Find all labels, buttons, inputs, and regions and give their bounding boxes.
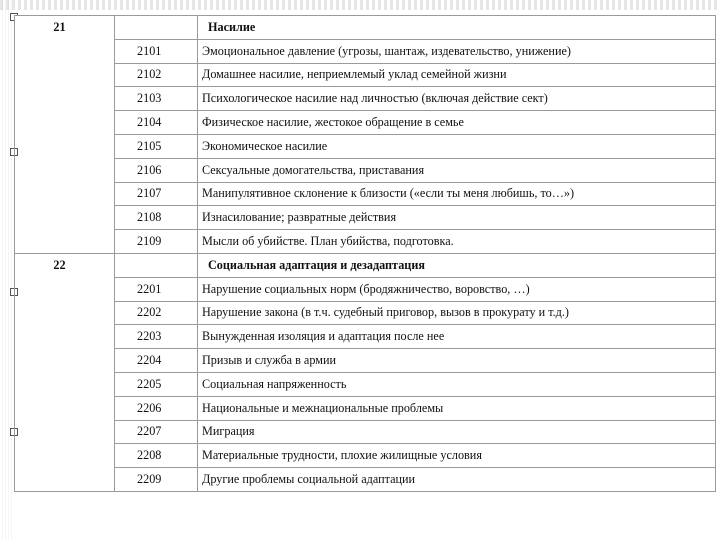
- section-group-cell: [15, 468, 115, 492]
- section-title: Социальная адаптация и дезадаптация: [208, 257, 425, 272]
- section-group-cell: [15, 372, 115, 396]
- code-cell: 2202: [115, 301, 198, 325]
- code-cell: 2205: [115, 372, 198, 396]
- section-header-row: [15, 253, 716, 277]
- description-cell: Экономическое насилие: [198, 134, 716, 158]
- left-pattern-band: [0, 0, 14, 540]
- description-cell: Изнасилование; развратные действия: [198, 206, 716, 230]
- code-cell: 2106: [115, 158, 198, 182]
- code-cell: 2102: [115, 63, 198, 87]
- description-cell: Национальные и межнациональные проблемы: [198, 396, 716, 420]
- description-cell: Психологическое насилие над личностью (включая действие сект): [198, 87, 716, 111]
- section-group-cell: [15, 420, 115, 444]
- description-cell: Нарушение закона (в т.ч. судебный приговор, вызов в прокурату и т.д.): [198, 301, 716, 325]
- description-cell: Миграция: [198, 420, 716, 444]
- table-row: [15, 63, 716, 87]
- code-cell: 2201: [115, 277, 198, 301]
- section-title: Насилие: [208, 19, 256, 34]
- table-row: [15, 134, 716, 158]
- section-group-cell: [15, 230, 115, 254]
- section-empty-cell: [115, 253, 198, 277]
- code-cell: 2108: [115, 206, 198, 230]
- section-group-cell: [15, 325, 115, 349]
- table-row: [15, 39, 716, 63]
- section-group-cell: [15, 301, 115, 325]
- description-cell: Манипулятивное склонение к близости («если ты меня любишь, то…»): [198, 182, 716, 206]
- code-cell: 2105: [115, 134, 198, 158]
- section-group-cell: [15, 277, 115, 301]
- top-pattern-band: [0, 0, 720, 10]
- code-cell: 2206: [115, 396, 198, 420]
- table-row: [15, 87, 716, 111]
- section-number-cell: [15, 16, 115, 40]
- section-group-cell: [15, 39, 115, 63]
- table-row: [15, 396, 716, 420]
- description-cell: Домашнее насилие, неприемлемый уклад семейной жизни: [198, 63, 716, 87]
- table-row: [15, 301, 716, 325]
- table-row: [15, 206, 716, 230]
- section-title-cell: [198, 16, 716, 40]
- section-group-cell: [15, 158, 115, 182]
- code-cell: 2204: [115, 349, 198, 373]
- description-cell: Нарушение социальных норм (бродяжничество, воровство, …): [198, 277, 716, 301]
- code-cell: 2208: [115, 444, 198, 468]
- description-cell: Другие проблемы социальной адаптации: [198, 468, 716, 492]
- description-cell: Сексуальные домогательства, приставания: [198, 158, 716, 182]
- section-number-cell: [15, 253, 115, 277]
- table-row: [15, 420, 716, 444]
- description-cell: Социальная напряженность: [198, 372, 716, 396]
- description-cell: Мысли об убийстве. План убийства, подготовка.: [198, 230, 716, 254]
- section-group-cell: [15, 182, 115, 206]
- section-group-cell: [15, 63, 115, 87]
- classification-table-body: [15, 16, 716, 492]
- section-group-cell: [15, 87, 115, 111]
- table-row: [15, 182, 716, 206]
- section-group-cell: [15, 111, 115, 135]
- section-empty-cell: [115, 16, 198, 40]
- section-header-row: [15, 16, 716, 40]
- section-number: 21: [53, 20, 66, 35]
- code-cell: 2109: [115, 230, 198, 254]
- table-row: [15, 444, 716, 468]
- section-group-cell: [15, 134, 115, 158]
- code-cell: 2209: [115, 468, 198, 492]
- section-title-cell: [198, 253, 716, 277]
- table-row: [15, 277, 716, 301]
- code-cell: 2104: [115, 111, 198, 135]
- section-group-cell: [15, 206, 115, 230]
- code-cell: 2103: [115, 87, 198, 111]
- classification-table: [14, 15, 716, 492]
- table-row: [15, 230, 716, 254]
- code-cell: 2101: [115, 39, 198, 63]
- table-row: [15, 325, 716, 349]
- section-group-cell: [15, 349, 115, 373]
- description-cell: Материальные трудности, плохие жилищные условия: [198, 444, 716, 468]
- table-row: [15, 468, 716, 492]
- code-cell: 2203: [115, 325, 198, 349]
- code-cell: 2207: [115, 420, 198, 444]
- table-row: [15, 158, 716, 182]
- table-row: [15, 111, 716, 135]
- section-group-cell: [15, 444, 115, 468]
- description-cell: Вынужденная изоляция и адаптация после нее: [198, 325, 716, 349]
- section-number: 22: [53, 258, 66, 273]
- code-cell: 2107: [115, 182, 198, 206]
- description-cell: Физическое насилие, жестокое обращение в семье: [198, 111, 716, 135]
- table-row: [15, 372, 716, 396]
- description-cell: Эмоциональное давление (угрозы, шантаж, издевательство, унижение): [198, 39, 716, 63]
- table-row: [15, 349, 716, 373]
- description-cell: Призыв и служба в армии: [198, 349, 716, 373]
- section-group-cell: [15, 396, 115, 420]
